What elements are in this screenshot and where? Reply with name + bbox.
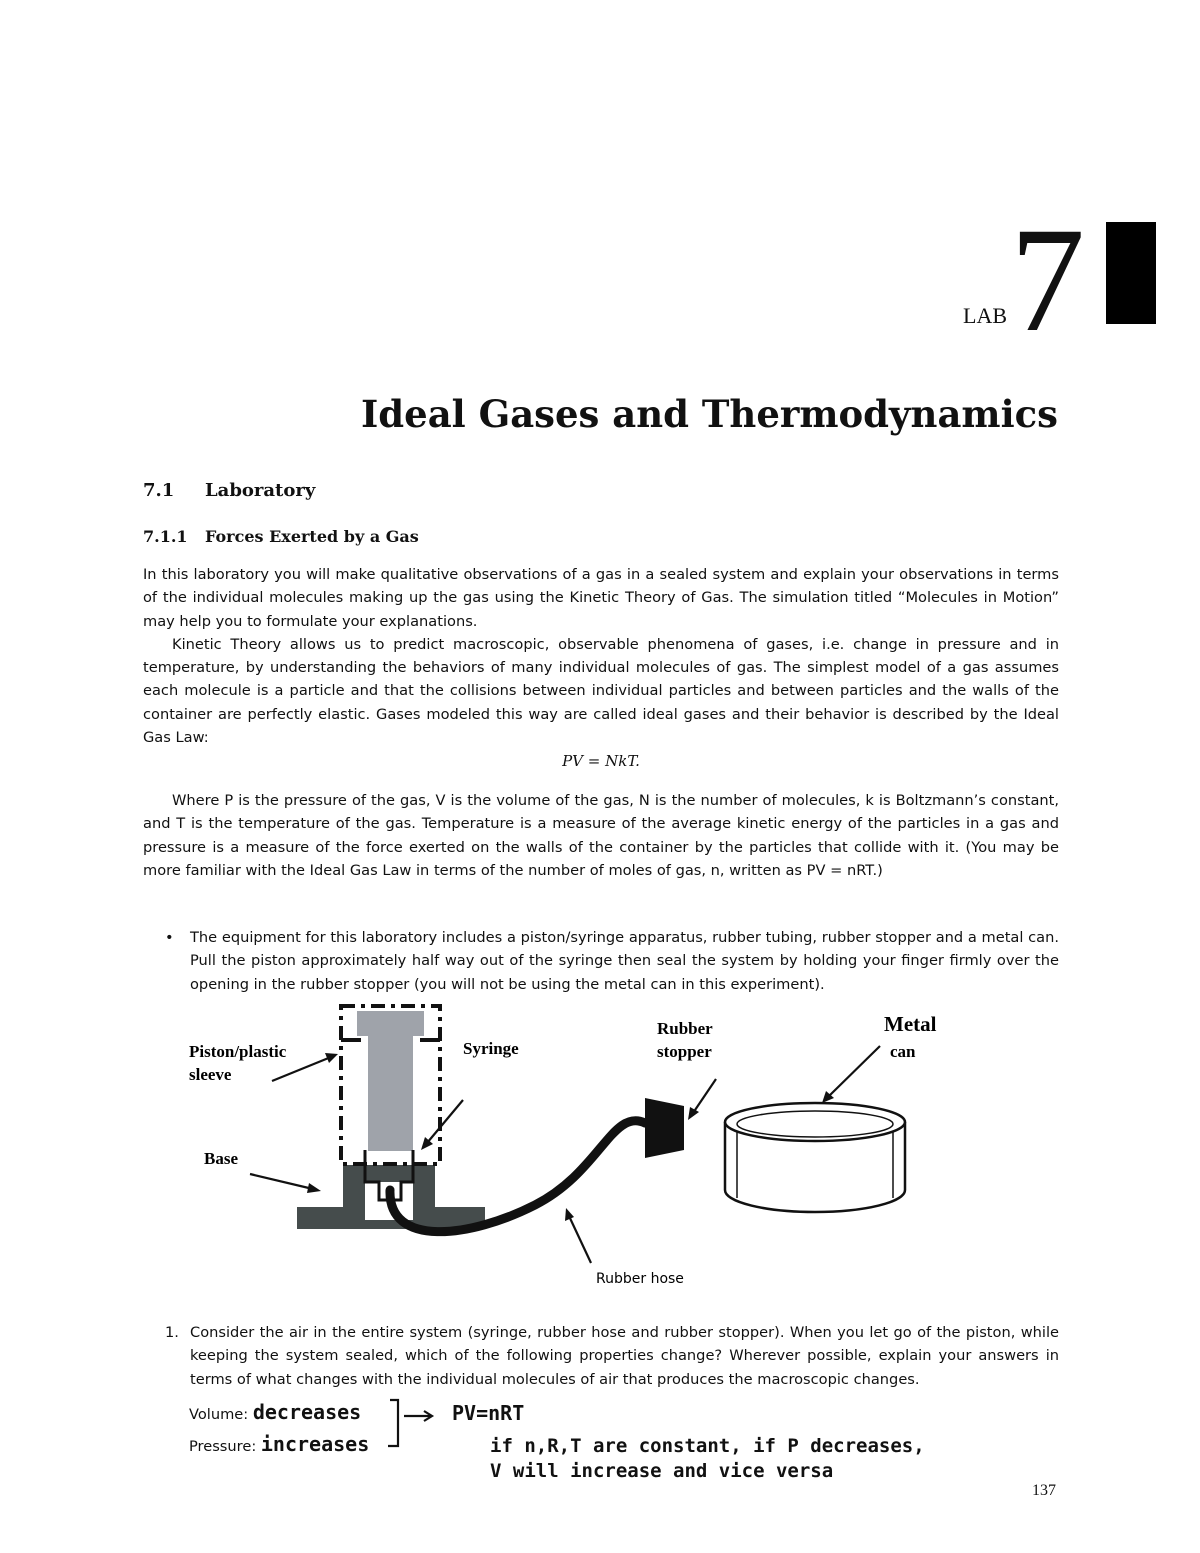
volume-label: Volume: [189, 1406, 249, 1423]
metal-can-label-line1: Metal [884, 1012, 937, 1036]
stopper-label-line1: Rubber [657, 1019, 713, 1038]
subsection-title: Forces Exerted by a Gas [205, 527, 419, 546]
equipment-description: The equipment for this laboratory includes a piston/syringe apparatus, rubber tubing, rubber stopper and a metal can. Pull the piston approximately half way out of the syringe then seal the system by holding your finger firmly over the opening in the rubber stopper (you will not be using the metal can in this experiment). [190, 929, 1059, 993]
volume-row [189, 1400, 361, 1424]
handwritten-bracket [388, 1400, 432, 1446]
lab-label: LAB [963, 303, 1007, 328]
volume-answer[interactable]: decreases [252, 1400, 362, 1424]
pressure-answer[interactable]: increases [260, 1432, 370, 1456]
subsection-number: 7.1.1 [143, 527, 188, 546]
question-text: Consider the air in the entire system (syringe, rubber hose and rubber stopper). When you let go of the piston, while keeping the system sealed, which of the following properties change? Wherever possible, explain your answers in terms of what changes with the individual molecules of air that produces the macroscopic changes. [190, 1324, 1059, 1388]
pressure-label: Pressure: [189, 1438, 257, 1455]
metal-can [725, 1103, 905, 1212]
chapter-title: Ideal Gases and Thermodynamics [360, 392, 1058, 436]
ideal-gas-equation: PV = NkT. [562, 752, 640, 770]
base-label: Base [204, 1149, 238, 1168]
section-title: Laboratory [205, 480, 316, 501]
metal-can-label-line2: can [890, 1042, 916, 1061]
pressure-row [189, 1432, 369, 1456]
rubber-stopper [645, 1098, 684, 1158]
handwritten-note-line1: if n,R,T are constant, if P decreases, [490, 1435, 925, 1457]
section-number: 7.1 [143, 480, 175, 501]
paragraph-intro: In this laboratory you will make qualitative observations of a gas in a sealed system and explain your observations in terms of the individual molecules making up the gas using the Kinetic Theory of Gas. The simulation titled “Molecules in Motion” may help you to formulate your explanations. [143, 566, 1059, 630]
syringe-label: Syringe [463, 1039, 519, 1058]
question-1 [165, 1321, 1059, 1391]
question-number: 1. [165, 1324, 179, 1341]
piston-label-line2: sleeve [189, 1065, 232, 1084]
handwritten-formula: PV=nRT [452, 1401, 525, 1425]
paragraph-definitions: Where P is the pressure of the gas, V is the volume of the gas, N is the number of molecules, k is Boltzmann’s constant, and T is the temperature of the gas. Temperature is a measure of the average kinetic energy of the particles in a gas and pressure is a measure of the force exerted on the walls of the container by the particles that collide with it. (You may be more familiar with the Ideal Gas Law in terms of the number of moles of gas, n, written as PV = nRT.) [143, 792, 1059, 879]
rubber-hose-label: Rubber hose [596, 1271, 684, 1287]
page-number: 137 [1032, 1482, 1056, 1499]
lab-number: 7 [1010, 197, 1085, 363]
paragraph-kinetic-theory: Kinetic Theory allows us to predict macroscopic, observable phenomena of gases, i.e. change in pressure and in temperature, by understanding the behaviors of many individual molecules of gas. The simplest model of a gas assumes each molecule is a particle and that the collisions between individual particles and between particles and the walls of the container are perfectly elastic. Gases modeled this way are called ideal gases and their behavior is described by the Ideal Gas Law: [143, 635, 1059, 747]
piston-label-line1: Piston/plastic [189, 1042, 287, 1061]
bullet-mark: • [165, 929, 174, 946]
handwritten-note-line2: V will increase and vice versa [490, 1460, 834, 1482]
stopper-label-line2: stopper [657, 1042, 712, 1061]
piston [357, 1011, 424, 1151]
